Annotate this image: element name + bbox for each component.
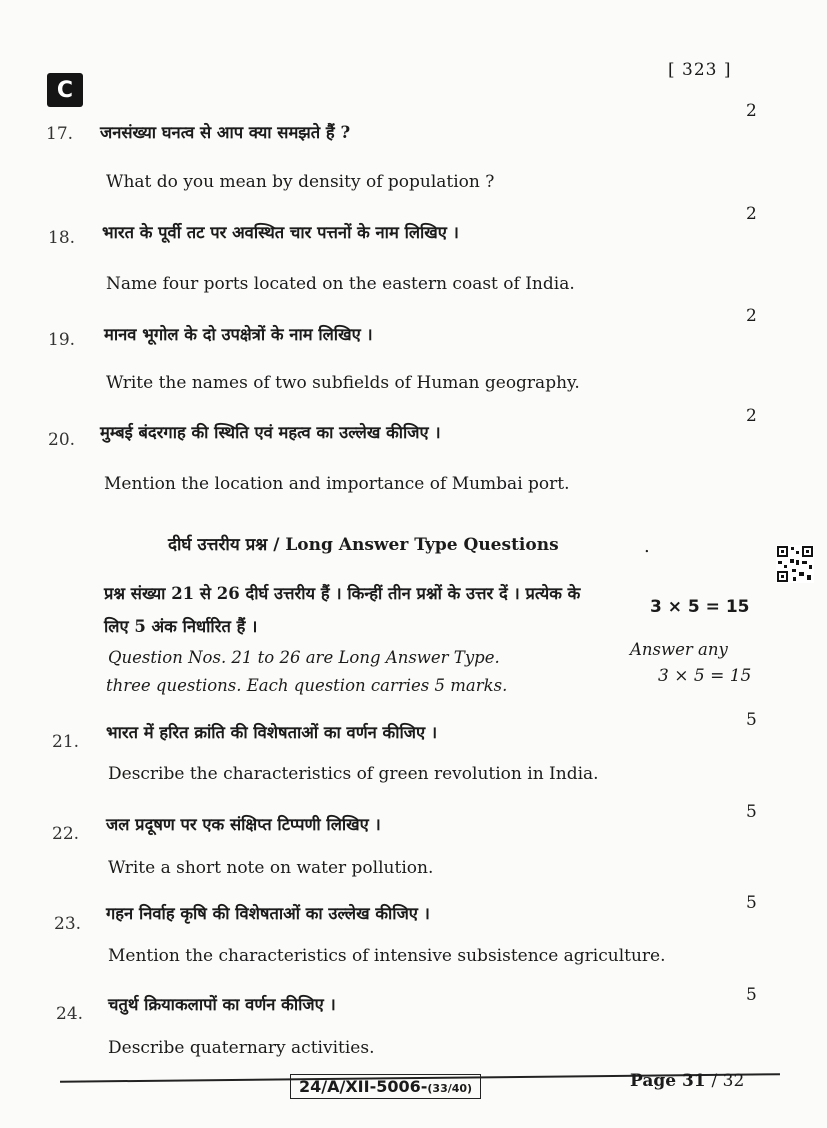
page-code: [ 323 ]	[668, 60, 732, 80]
question-number: 20.	[48, 430, 76, 450]
question-english: What do you mean by density of population ?	[106, 172, 495, 192]
question-english: Name four ports located on the eastern coast of India.	[106, 274, 575, 294]
page-number	[630, 1071, 744, 1091]
section-title: दीर्घ उत्तरीय प्रश्न / Long Answer Type Questions	[168, 535, 559, 555]
question-english: Mention the location and importance of Mumbai port.	[104, 474, 570, 494]
paper-code	[290, 1074, 481, 1099]
question-english: Write a short note on water pollution.	[108, 858, 434, 878]
paper-code-suffix: (33/40)	[427, 1082, 473, 1095]
instruction-english-formula: 3 × 5 = 15	[658, 666, 752, 686]
question-english: Describe quaternary activities.	[108, 1038, 375, 1058]
question-hindi: मुम्बई बंदरगाह की स्थिति एवं महत्व का उल्लेख कीजिए ।	[100, 423, 441, 442]
page-label: Page 31	[630, 1071, 706, 1091]
question-number: 19.	[48, 330, 76, 350]
question-hindi: भारत में हरित क्रांति की विशेषताओं का वर्णन कीजिए ।	[106, 723, 438, 742]
question-english: Mention the characteristics of intensive subsistence agriculture.	[108, 946, 666, 966]
question-hindi: मानव भूगोल के दो उपक्षेत्रों के नाम लिखिए ।	[104, 325, 373, 344]
question-hindi: चतुर्थ क्रियाकलापों का वर्णन कीजिए ।	[108, 995, 336, 1014]
paper-code-main: 24/A/XII-5006-	[299, 1077, 428, 1096]
question-number: 17.	[46, 124, 74, 144]
set-badge: C	[47, 73, 83, 107]
qr-code-icon	[776, 545, 814, 583]
question-number: 21.	[52, 732, 80, 752]
question-hindi: भारत के पूर्वी तट पर अवस्थित चार पत्तनों के नाम लिखिए ।	[102, 223, 459, 242]
instruction-english-line-1-end: Answer any	[630, 640, 728, 659]
question-hindi: जनसंख्या घनत्व से आप क्या समझते हैं ?	[100, 123, 351, 142]
page-total: / 32	[711, 1071, 745, 1091]
section-dot: .	[644, 536, 650, 557]
instruction-hindi-line-1: प्रश्न संख्या 21 से 26 दीर्घ उत्तरीय हैं । किन्हीं तीन प्रश्नों के उत्तर दें । प्रत्येक के	[104, 584, 581, 603]
question-marks: 5	[746, 985, 757, 1005]
question-number: 18.	[48, 228, 76, 248]
instruction-hindi-formula: 3 × 5 = 15	[650, 597, 750, 617]
question-hindi: जल प्रदूषण पर एक संक्षिप्त टिप्पणी लिखिए ।	[106, 815, 381, 834]
question-english: Describe the characteristics of green revolution in India.	[108, 764, 599, 784]
question-number: 22.	[52, 824, 80, 844]
question-marks: 5	[746, 710, 757, 730]
question-marks: 5	[746, 893, 757, 913]
instruction-english-line-1: Question Nos. 21 to 26 are Long Answer Type.	[108, 648, 500, 667]
question-marks: 2	[746, 101, 757, 121]
question-marks: 2	[746, 204, 757, 224]
question-marks: 2	[746, 306, 757, 326]
question-marks: 2	[746, 406, 757, 426]
question-english: Write the names of two subfields of Human geography.	[106, 373, 580, 393]
question-number: 23.	[54, 914, 82, 934]
question-marks: 5	[746, 802, 757, 822]
question-hindi: गहन निर्वाह कृषि की विशेषताओं का उल्लेख कीजिए ।	[106, 904, 430, 923]
question-number: 24.	[56, 1004, 84, 1024]
instruction-english-line-2: three questions. Each question carries 5 marks.	[106, 676, 508, 695]
instruction-hindi-line-2: लिए 5 अंक निर्धारित हैं ।	[104, 617, 258, 636]
